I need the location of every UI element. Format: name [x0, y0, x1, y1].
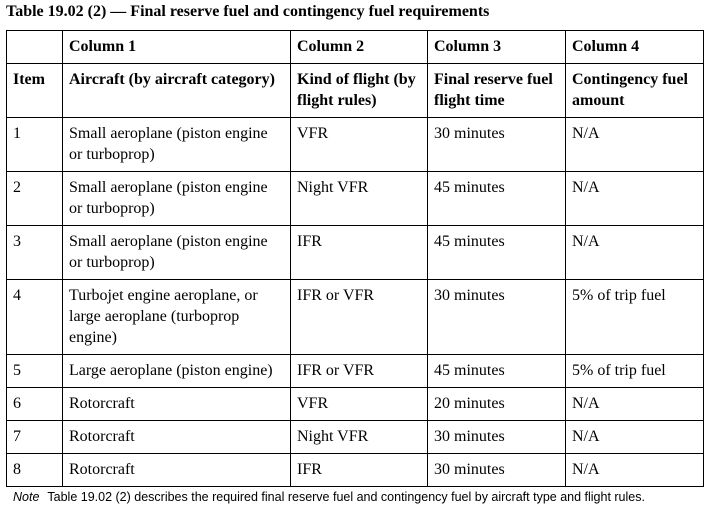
item-cell: 2	[7, 172, 63, 226]
table-row	[7, 355, 704, 388]
header-cell-aircraft: Aircraft (by aircraft category)	[63, 64, 291, 118]
flight-kind-cell: IFR	[291, 226, 428, 280]
reserve-time-cell: 30 minutes	[428, 280, 566, 355]
item-cell: 3	[7, 226, 63, 280]
table-row	[7, 388, 704, 421]
column-number-cell: Column 3	[428, 31, 566, 64]
contingency-cell: N/A	[566, 226, 704, 280]
note-label: Note	[13, 490, 40, 504]
header-row	[7, 64, 704, 118]
contingency-cell: N/A	[566, 172, 704, 226]
table-row	[7, 421, 704, 454]
reserve-time-cell: 45 minutes	[428, 355, 566, 388]
table-row	[7, 280, 704, 355]
column-number-row	[7, 31, 704, 64]
reserve-time-cell: 30 minutes	[428, 118, 566, 172]
reserve-time-cell: 45 minutes	[428, 172, 566, 226]
table-row	[7, 118, 704, 172]
aircraft-cell: Small aeroplane (piston engine or turboprop)	[63, 226, 291, 280]
aircraft-cell: Rotorcraft	[63, 421, 291, 454]
reserve-time-cell: 20 minutes	[428, 388, 566, 421]
column-number-cell: Column 2	[291, 31, 428, 64]
flight-kind-cell: VFR	[291, 118, 428, 172]
table-row	[7, 172, 704, 226]
flight-kind-cell: IFR or VFR	[291, 280, 428, 355]
aircraft-cell: Turbojet engine aeroplane, or large aeroplane (turboprop engine)	[63, 280, 291, 355]
reserve-time-cell: 30 minutes	[428, 421, 566, 454]
aircraft-cell: Large aeroplane (piston engine)	[63, 355, 291, 388]
table-note	[13, 488, 703, 506]
note-text: Table 19.02 (2) describes the required final reserve fuel and contingency fuel by aircraft type and flight rules.	[47, 490, 645, 504]
flight-kind-cell: IFR	[291, 454, 428, 487]
contingency-cell: N/A	[566, 388, 704, 421]
aircraft-cell: Small aeroplane (piston engine or turboprop)	[63, 118, 291, 172]
item-cell: 4	[7, 280, 63, 355]
header-cell-final-reserve: Final reserve fuel flight time	[428, 64, 566, 118]
column-number-cell: Column 4	[566, 31, 704, 64]
header-cell-item: Item	[7, 64, 63, 118]
aircraft-cell: Rotorcraft	[63, 454, 291, 487]
table-row	[7, 226, 704, 280]
header-cell-kind-of-flight: Kind of flight (by flight rules)	[291, 64, 428, 118]
reserve-time-cell: 45 minutes	[428, 226, 566, 280]
column-number-cell: Column 1	[63, 31, 291, 64]
item-cell: 6	[7, 388, 63, 421]
contingency-cell: N/A	[566, 421, 704, 454]
flight-kind-cell: Night VFR	[291, 421, 428, 454]
aircraft-cell: Small aeroplane (piston engine or turboprop)	[63, 172, 291, 226]
contingency-cell: N/A	[566, 454, 704, 487]
flight-kind-cell: IFR or VFR	[291, 355, 428, 388]
table-row	[7, 454, 704, 487]
flight-kind-cell: VFR	[291, 388, 428, 421]
column-number-cell	[7, 31, 63, 64]
table-title: Table 19.02 (2) — Final reserve fuel and contingency fuel requirements	[6, 3, 490, 20]
contingency-cell: N/A	[566, 118, 704, 172]
contingency-cell: 5% of trip fuel	[566, 280, 704, 355]
flight-kind-cell: Night VFR	[291, 172, 428, 226]
fuel-requirements-table	[6, 30, 704, 487]
item-cell: 5	[7, 355, 63, 388]
item-cell: 8	[7, 454, 63, 487]
header-cell-contingency: Contingency fuel amount	[566, 64, 704, 118]
item-cell: 7	[7, 421, 63, 454]
reserve-time-cell: 30 minutes	[428, 454, 566, 487]
contingency-cell: 5% of trip fuel	[566, 355, 704, 388]
item-cell: 1	[7, 118, 63, 172]
aircraft-cell: Rotorcraft	[63, 388, 291, 421]
